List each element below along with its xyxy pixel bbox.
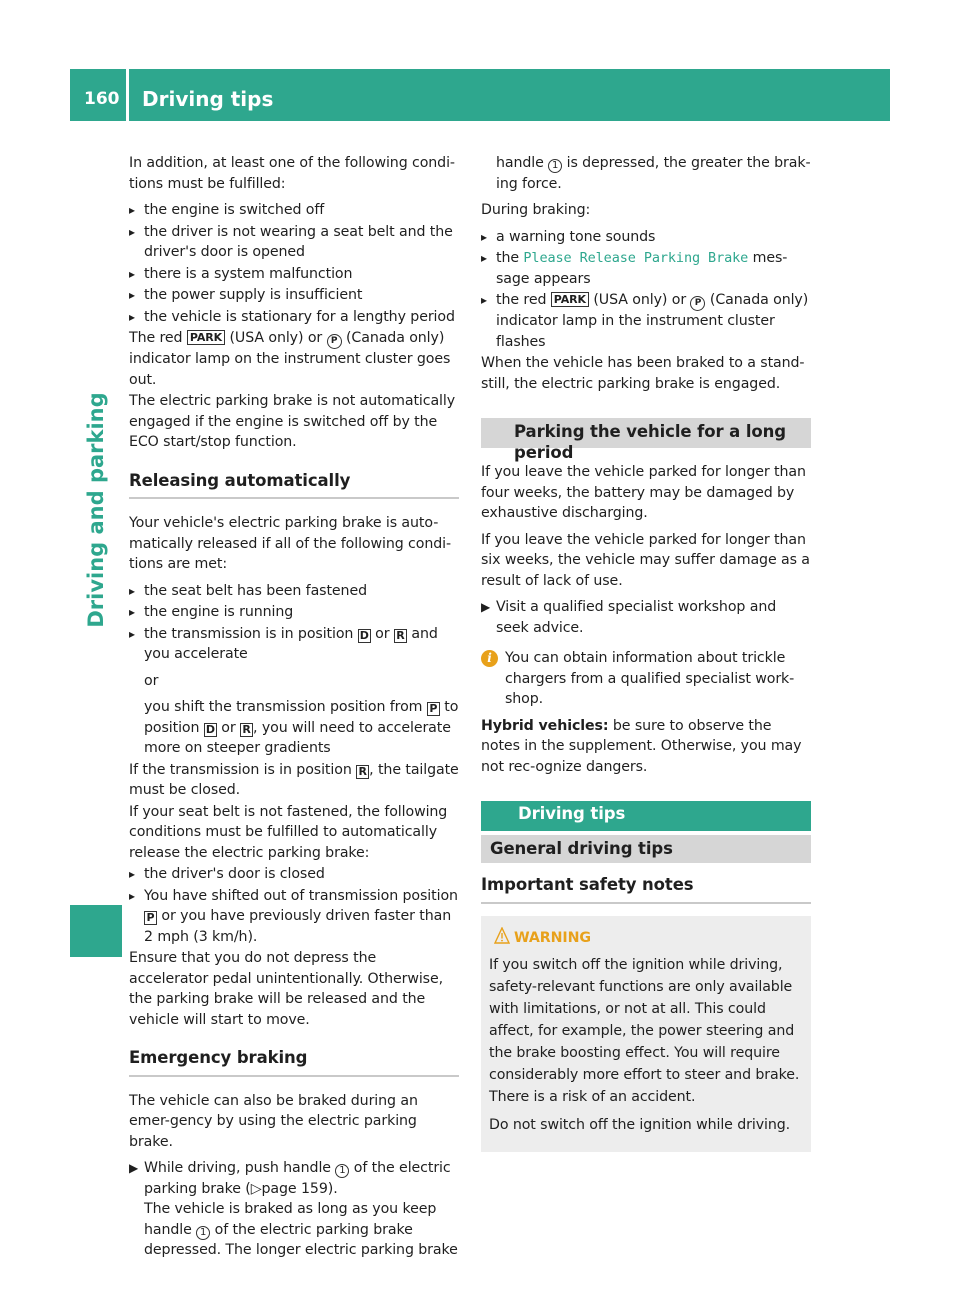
continued-paragraph: handle 1 is depressed, the greater the brak-ing force. <box>496 155 811 192</box>
handle-callout-icon: 1 <box>548 159 562 173</box>
handle-callout-icon: 1 <box>335 1164 349 1178</box>
ensure-paragraph: Ensure that you do not depress the accelerator pedal unintentionally. Otherwise, the parking brake will be released and the vehicle will start to move. <box>129 950 443 1028</box>
section-heading-releasing: Releasing automatically <box>129 471 459 500</box>
list-item: ▸ the transmission is in position D or R and you accelerate <box>129 624 459 665</box>
list-item: ▸ the driver's door is closed <box>129 864 459 885</box>
page-reference-link[interactable]: page 159 <box>261 1180 328 1197</box>
list-item: ▸ a warning tone sounds <box>481 227 811 248</box>
gear-d-icon: D <box>359 628 369 642</box>
list-item: ▸ the engine is running <box>129 602 459 623</box>
side-chapter-label: Driving and parking <box>84 392 108 628</box>
action-step: ▶ While driving, push handle 1 of the electric parking brake (▷page 159). The vehicle is braked as long as you keep handle 1 of the electric parking brake depressed. The longer electric parking brake <box>129 1160 458 1258</box>
gear-r-icon: R <box>240 723 253 737</box>
side-tab <box>76 130 116 910</box>
arrow-right-icon: ▶ <box>481 600 491 614</box>
section-heading-long-period: Parking the vehicle for a long period <box>481 418 811 448</box>
brake-lamp-icon: P <box>690 296 705 311</box>
brake-lamp-icon: P <box>327 334 342 349</box>
warning-text: Do not switch off the ignition while driving. <box>489 1117 791 1133</box>
list-item: ▸ the driver is not wearing a seat belt and the driver's door is opened <box>129 222 459 263</box>
seatbelt-paragraph: If your seat belt is not fastened, the following conditions must be fulfilled to automatically release the electric parking brake: <box>129 803 448 861</box>
chapter-title: Driving tips <box>142 87 274 111</box>
gear-r-icon: R <box>356 765 369 779</box>
long-period-paragraph-1: If you leave the vehicle parked for longer than four weeks, the battery may be damaged by exhaustive discharging. <box>481 464 806 521</box>
gear-p-icon: P <box>144 911 157 925</box>
display-message: Please Release Parking Brake <box>523 250 749 266</box>
handle-callout-icon: 1 <box>196 1226 210 1240</box>
gear-p-icon: P <box>427 702 440 716</box>
list-item: ▸ the power supply is insufficient <box>129 285 459 306</box>
side-tab-marker <box>70 905 122 957</box>
shift-paragraph: you shift the transmission position from P to position D or R , you will need to accelerate more on steeper gradients <box>144 699 459 756</box>
warning-box <box>481 916 811 1153</box>
info-icon: i <box>481 650 498 667</box>
gear-r-icon: R <box>394 629 407 643</box>
lamp-paragraph: The red PARK (USA only) or P (Canada only) indicator lamp on the instrument cluster goes out. <box>129 330 451 388</box>
gear-d-icon: D <box>205 722 215 736</box>
park-lamp-icon: PARK <box>551 292 589 307</box>
list-item: ▸ the vehicle is stationary for a lengthy period <box>129 307 459 328</box>
section-band-general-tips: General driving tips <box>481 835 811 863</box>
arrow-right-icon: ▶ <box>129 1161 139 1175</box>
warning-triangle-icon <box>494 927 510 945</box>
list-item: ▸ there is a system malfunction <box>129 264 459 285</box>
right-column <box>481 153 811 1152</box>
or-line: or <box>144 672 159 689</box>
during-braking-label: During braking: <box>481 202 591 218</box>
page-number: 160 <box>84 89 120 109</box>
section-heading-safety: Important safety notes <box>481 875 811 904</box>
page-ref-arrow-icon: ▷ <box>250 1180 262 1197</box>
warning-text: If you switch off the ignition while driving, safety-relevant functions are only available with limitations, or not at all. This could affect, for example, the power steering and the brake boosting effect. You will require considerably more effort to steer and brake. There is a risk of an accident. <box>489 957 800 1105</box>
list-item: ▸ the engine is switched off <box>129 200 459 221</box>
list-item: ▸ the Please Release Parking Brake mes-sage appears <box>481 248 811 289</box>
eco-paragraph: The electric parking brake is not automatically engaged if the engine is switched off by the ECO start/stop function. <box>129 393 456 450</box>
intro-text: In addition, at least one of the following condi-tions must be fulfilled: <box>129 155 455 192</box>
list-item: ▸ You have shifted out of transmission position P or you have previously driven faster than 2 mph (3 km/h). <box>129 886 459 948</box>
left-column <box>129 153 459 1261</box>
header-divider <box>126 69 129 121</box>
warning-title: WARNING <box>489 928 803 949</box>
emergency-intro: The vehicle can also be braked during an emer-gency by using the electric parking brake. <box>129 1092 418 1150</box>
section-band-driving-tips: Driving tips <box>481 801 811 831</box>
long-period-paragraph-2: If you leave the vehicle parked for longer than six weeks, the vehicle may suffer damage as a result of lack of use. <box>481 531 810 589</box>
list-item: ▸ the seat belt has been fastened <box>129 581 459 602</box>
hybrid-paragraph: Hybrid vehicles: be sure to observe the notes in the supplement. Otherwise, you may not rec-ognize dangers. <box>481 717 802 775</box>
action-step: ▶ Visit a qualified specialist workshop and seek advice. <box>481 599 777 636</box>
releasing-intro: Your vehicle's electric parking brake is auto-matically released if all of the following condi-tions are met: <box>129 515 451 572</box>
park-lamp-icon: PARK <box>187 330 225 345</box>
tailgate-paragraph: If the transmission is in position R , the tailgate must be closed. <box>129 761 459 798</box>
standstill-paragraph: When the vehicle has been braked to a stand-still, the electric parking brake is engaged. <box>481 355 805 392</box>
list-item: ▸ the red PARK (USA only) or P (Canada only) indicator lamp in the instrument cluster flashes <box>481 290 811 352</box>
info-note: i You can obtain information about trickle chargers from a qualified specialist work-shop. <box>481 648 811 710</box>
section-heading-emergency: Emergency braking <box>129 1048 459 1077</box>
